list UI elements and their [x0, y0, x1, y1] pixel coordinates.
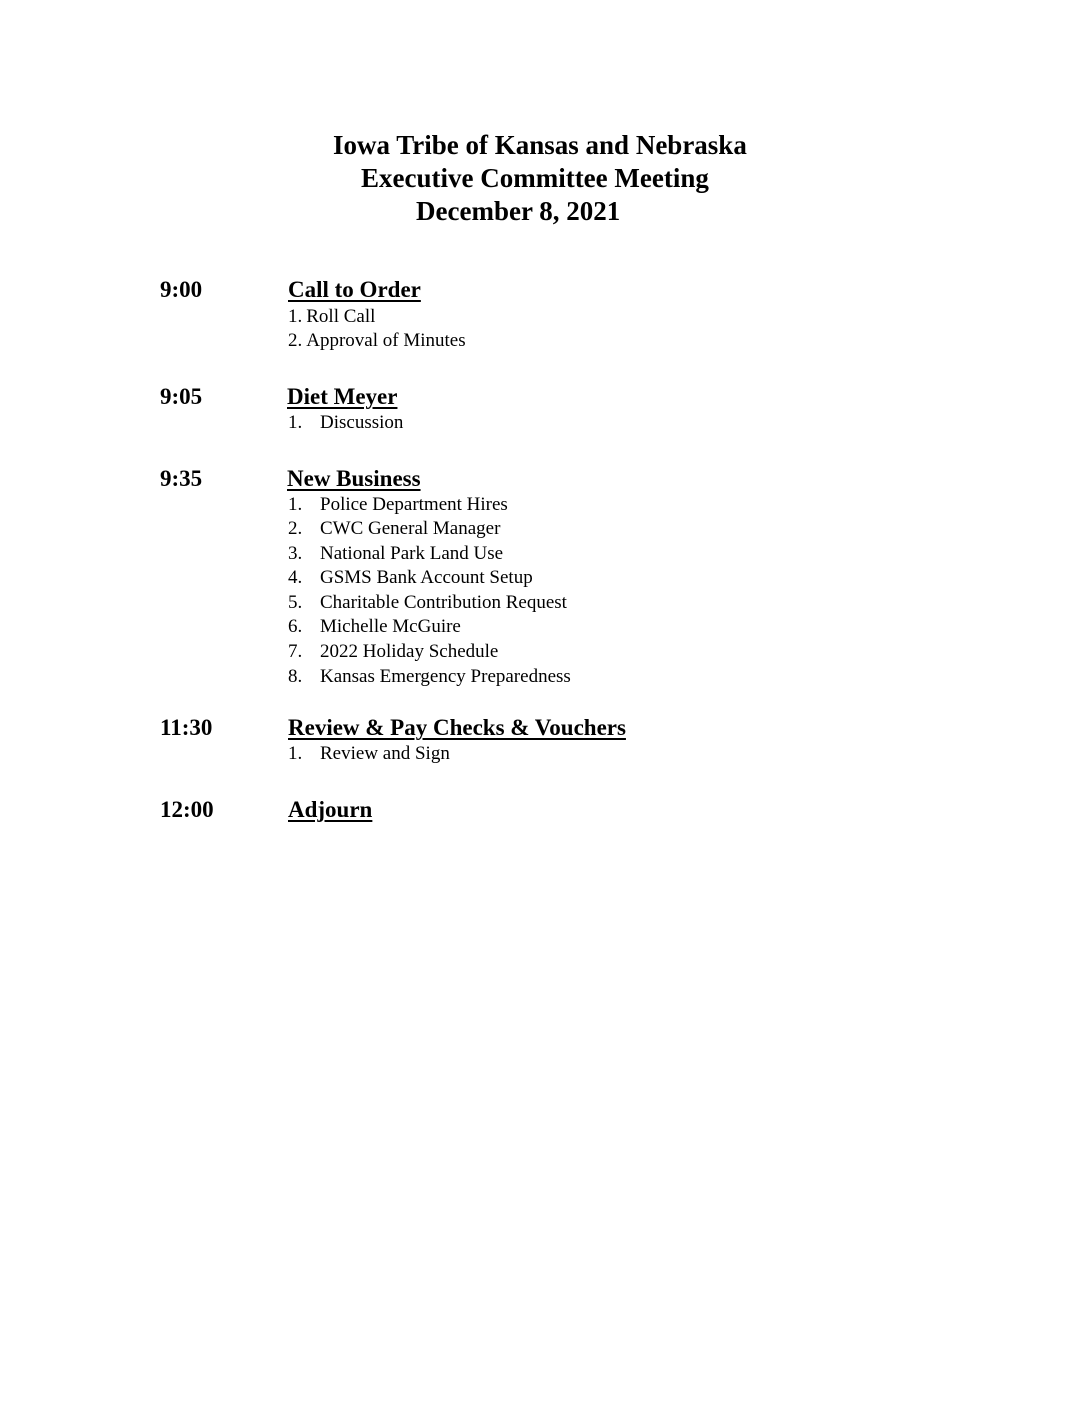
item-text: Charitable Contribution Request — [320, 592, 567, 613]
item-text: Review and Sign — [320, 743, 450, 764]
item-number: 5. — [288, 592, 303, 613]
agenda-item — [288, 615, 461, 639]
item-text: Approval of Minutes — [306, 330, 466, 351]
item-text: Police Department Hires — [320, 494, 508, 515]
agenda-time: 9:05 — [160, 384, 203, 409]
item-number: 8. — [288, 666, 303, 687]
item-number: 1. — [288, 743, 303, 764]
item-text: GSMS Bank Account Setup — [320, 567, 533, 588]
agenda-heading: Call to Order — [288, 277, 421, 302]
item-number: 1. — [288, 412, 303, 433]
agenda-item — [288, 411, 403, 435]
agenda-item — [288, 329, 466, 353]
meeting-title: Executive Committee Meeting — [361, 163, 709, 193]
agenda-time: 12:00 — [160, 797, 214, 822]
agenda-item — [288, 591, 567, 615]
item-text: National Park Land Use — [320, 543, 504, 564]
item-text: Kansas Emergency Preparedness — [320, 666, 571, 687]
item-number: 2. — [288, 518, 303, 539]
agenda-item — [288, 542, 503, 566]
item-text: CWC General Manager — [320, 518, 501, 539]
item-number: 6. — [288, 616, 303, 637]
agenda-heading: Adjourn — [288, 797, 373, 822]
agenda-item — [288, 517, 500, 541]
agenda-time: 9:35 — [160, 466, 203, 491]
agenda-time: 9:00 — [160, 277, 203, 302]
item-number: 7. — [288, 641, 303, 662]
agenda-heading: Review & Pay Checks & Vouchers — [288, 715, 626, 740]
org-title: Iowa Tribe of Kansas and Nebraska — [333, 130, 747, 160]
agenda-time: 11:30 — [160, 715, 213, 740]
item-text: 2022 Holiday Schedule — [320, 641, 499, 662]
agenda-heading: Diet Meyer — [287, 384, 398, 409]
item-number: 1. — [288, 494, 303, 515]
meeting-date: December 8, 2021 — [416, 196, 621, 226]
item-text: Michelle McGuire — [320, 616, 461, 637]
agenda-item — [288, 665, 571, 689]
agenda-item — [288, 640, 498, 664]
item-number: 2. — [288, 330, 303, 351]
item-text: Roll Call — [306, 306, 376, 327]
agenda-item — [288, 566, 533, 590]
agenda-item — [288, 742, 450, 766]
item-number: 3. — [288, 543, 303, 564]
item-number: 4. — [288, 567, 303, 588]
item-text: Discussion — [320, 412, 404, 433]
agenda-item — [288, 305, 375, 329]
agenda-item — [288, 493, 508, 517]
item-number: 1. — [288, 306, 303, 327]
agenda-heading: New Business — [287, 466, 421, 491]
